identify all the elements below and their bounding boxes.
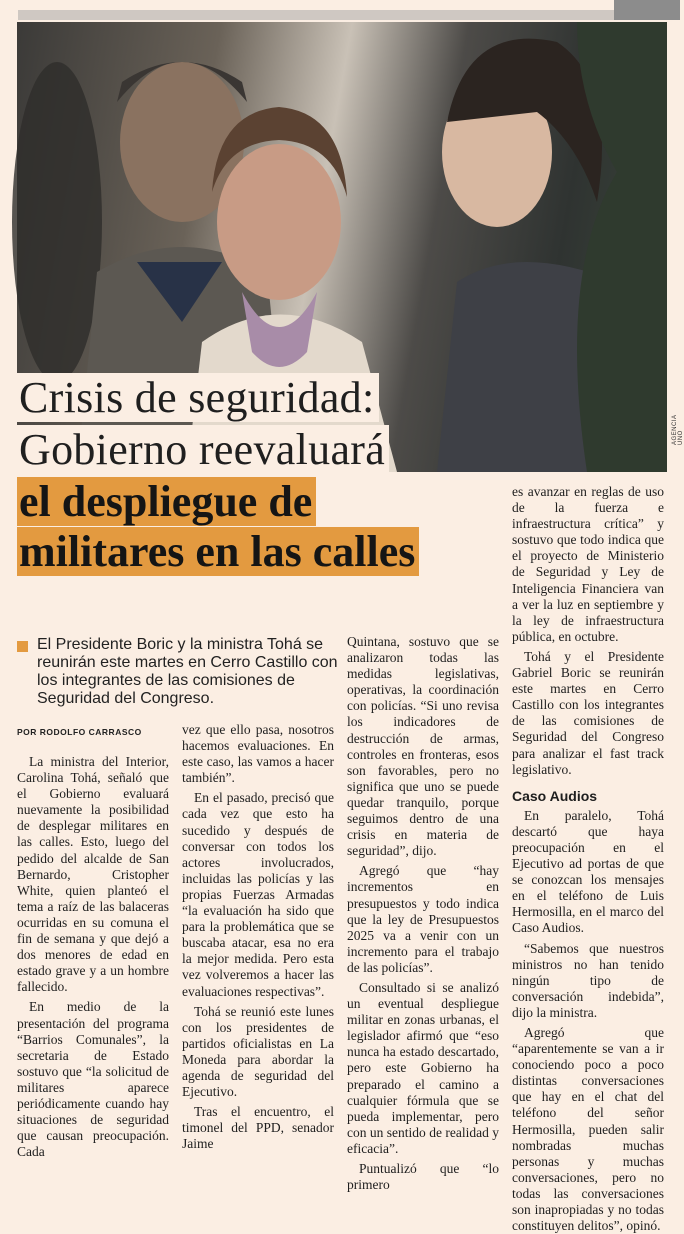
- subheading: Caso Audios: [512, 787, 598, 804]
- paragraph: es avanzar en reglas de uso de la fuerza e infraestructura crítica” y sostuvo que todo indica que el proyecto de Ministerio de Seguridad y Ley de Inteligencia Financiera van a ver la luz en septiembre y la ley de infraestructura pública, en octubre.: [512, 484, 664, 644]
- paragraph: Tohá y el Presidente Gabriel Boric se reunirán este martes en Cerro Castillo con los integrantes de las comisiones de Seguridad del Congreso para analizar el fast track legislativo.: [512, 648, 664, 777]
- headline-line-4: [17, 528, 419, 576]
- paragraph: Puntualizó que “lo primero: [347, 1161, 499, 1193]
- body-column-2: [182, 722, 334, 1152]
- bullet-square-icon: [17, 641, 28, 652]
- paragraph: Agregó que “hay incrementos en presupuestos y todo indica que la ley de Presupuestos 2025 va a venir con un incremento para el trabajo de las policías”.: [347, 863, 499, 975]
- lead-text: El Presidente Boric y la ministra Tohá se reunirán este martes en Cerro Castillo con los integrantes de las comisiones de Seguridad del Congreso.: [37, 636, 338, 707]
- body-column-4: [512, 484, 664, 1234]
- body-column-1: [17, 754, 169, 1160]
- headline-text-3: el despliegue de: [17, 477, 316, 526]
- paragraph: En paralelo, Tohá descartó que haya preocupación en el Ejecutivo ad portas de que se conozcan los mensajes en el teléfono de Luis Hermosilla, en el marco del Caso Audios.: [512, 807, 664, 936]
- paragraph: En medio de la presentación del programa “Barrios Comunales”, la secretaria de Estado sostuvo que “la solicitud de militares aparece periódicamente cuando hay situaciones de seguridad que causan preocupación. Cada: [17, 999, 169, 1160]
- byline: POR RODOLFO CARRASCO: [17, 727, 142, 737]
- headline-line-1: [17, 374, 379, 422]
- headline-line-2: [17, 426, 389, 474]
- paragraph: La ministra del Interior, Carolina Tohá, señaló que el Gobierno evaluará nuevamente la posibilidad de desplegar militares en las calles. Esto, luego del pedido del alcalde de San Bernardo, Cristopher White, quien planteó el tema a raíz de las balaceras ocurridas en su comuna el fin de semana y que dejó a dos menores de edad en estado grave y a un hombre fallecido.: [17, 754, 169, 995]
- paragraph: “Sabemos que nuestros ministros no han tenido ningún tipo de conversación indebida”, dijo la ministra.: [512, 940, 664, 1020]
- paragraph: Tohá se reunió este lunes con los presidentes de partidos oficialistas en La Moneda para abordar la agenda de seguridad del Ejecutivo.: [182, 1003, 334, 1100]
- paragraph: Tras el encuentro, el timonel del PPD, senador Jaime: [182, 1104, 334, 1152]
- top-corner-block: [614, 0, 680, 20]
- paragraph: vez que ello pasa, nosotros hacemos evaluaciones. En este caso, las vamos a hacer también”.: [182, 722, 334, 786]
- headline-text-1: Crisis de seguridad:: [17, 373, 379, 422]
- paragraph: Agregó que “aparentemente se van a ir conociendo poco a poco distintas conversaciones que hay en el chat del teléfono del señor Hermosilla, pueden salir nombradas muchas personas y muchas conversaciones, pero no todas las conversaciones son inapropiadas y no todas constituyen delitos”, opinó.: [512, 1025, 664, 1234]
- paragraph: Quintana, sostuvo que se analizaron todas las medidas legislativas, operativas, la coordinación con policías. “Si uno revisa los indicadores de destrucción de armas, controles en fronteras, esos son favorables, pero no significa que uno se puede quedar tranquilo, porque seguimos dentro de una crisis en materia de seguridad”, dijo.: [347, 634, 499, 859]
- headline-text-4: militares en las calles: [17, 527, 419, 576]
- body-column-3: [347, 634, 499, 1193]
- lead-summary: [17, 636, 347, 708]
- headline-text-2: Gobierno reevaluará: [17, 425, 389, 474]
- paragraph: Consultado si se analizó un eventual despliegue militar en zonas urbanas, el legislador afirmó que “eso nunca ha estado descartado, pero este Gobierno ha preparado el camino a cualquier fórmula que se pueda implementar, pero con un sentido de realidad y eficacia”.: [347, 979, 499, 1156]
- top-rule: [18, 10, 614, 20]
- photo-credit: AGENCIA UNO: [672, 414, 684, 445]
- headline-line-3: [17, 478, 316, 526]
- paragraph: En el pasado, precisó que cada vez que esto ha sucedido y después de conversar con todos los actores involucrados, incluidas las policías y las propias Fuerzas Armadas “la evaluación ha sido que para la problemática que se buscaba atacar, esa no era la mejor medida. Pero esta vez volveremos a hacer las evaluaciones respectivas”.: [182, 790, 334, 999]
